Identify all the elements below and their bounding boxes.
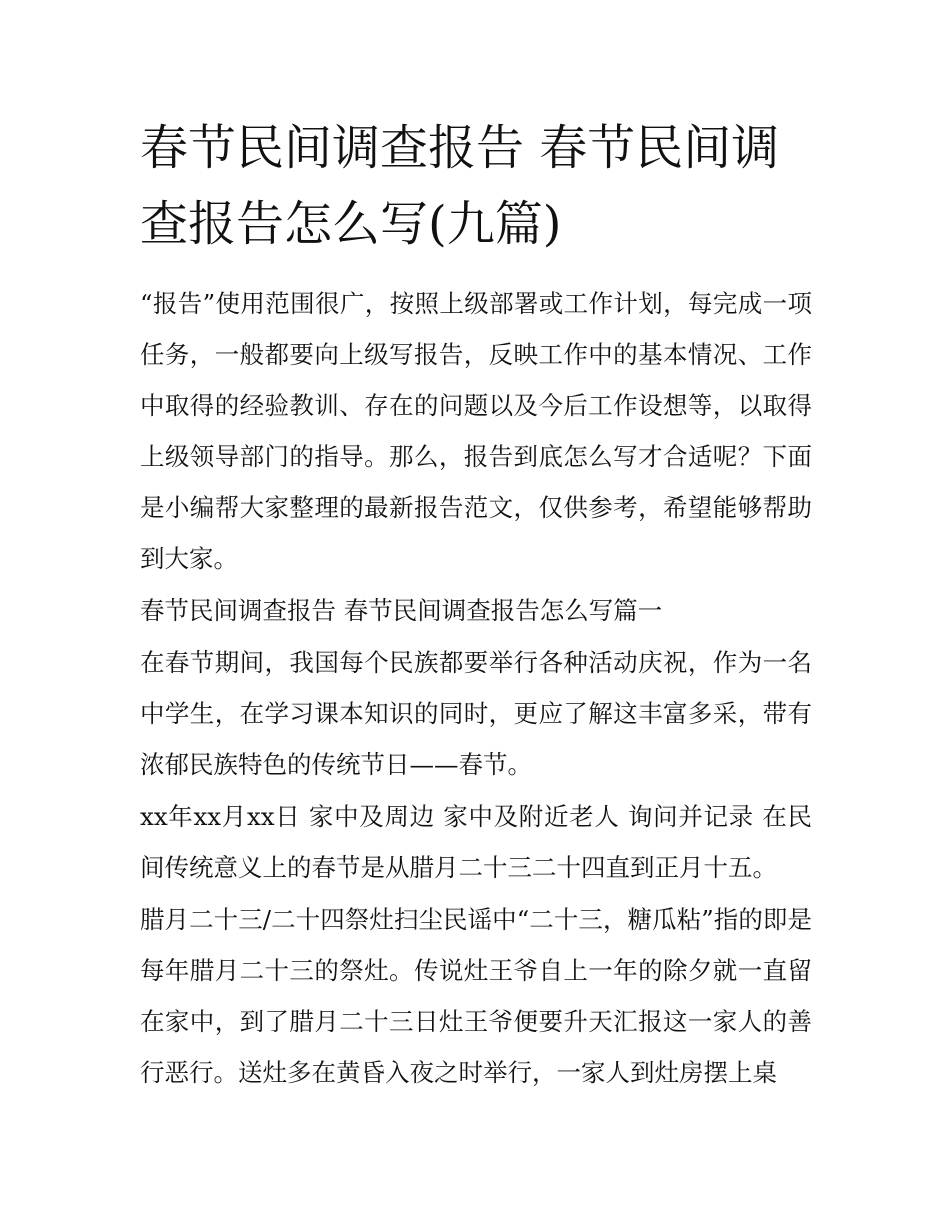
intro-paragraph: “报告”使用范围很广，按照上级部署或工作计划，每完成一项任务，一般都要向上级写报告，反映工作中的基本情况、工作中取得的经验教训、存在的问题以及今后工作设想等，以取得上级领导部门的指导。那么，报告到底怎么写才合适呢？下面是小编帮大家整理的最新报告范文，仅供参考，希望能够帮助到大家。: [140, 289, 812, 573]
body-paragraph: 在春节期间，我国每个民族都要举行各种活动庆祝，作为一名中学生，在学习课本知识的同时，更应了解这丰富多采，带有浓郁民族特色的传统节日——春节。: [140, 648, 812, 779]
body-paragraph: 腊月二十三/二十四祭灶扫尘民谣中“二十三，糖瓜粘”指的即是每年腊月二十三的祭灶。传说灶王爷自上一年的除夕就一直留在家中，到了腊月二十三日灶王爷便要升天汇报这一家人的善行恶行。送灶多在黄昏入夜之时举行，一家人到灶房摆上桌: [140, 905, 812, 1087]
body-paragraph: xx年xx月xx日 家中及周边 家中及附近老人 询问并记录 在民间传统意义上的春节是从腊月二十三二十四直到正月十五。: [140, 802, 812, 882]
document-title: 春节民间调查报告 春节民间调查报告怎么写(九篇): [140, 120, 780, 252]
section-heading: 春节民间调查报告 春节民间调查报告怎么写篇一: [140, 596, 663, 625]
document-page: [140, 110, 812, 1098]
